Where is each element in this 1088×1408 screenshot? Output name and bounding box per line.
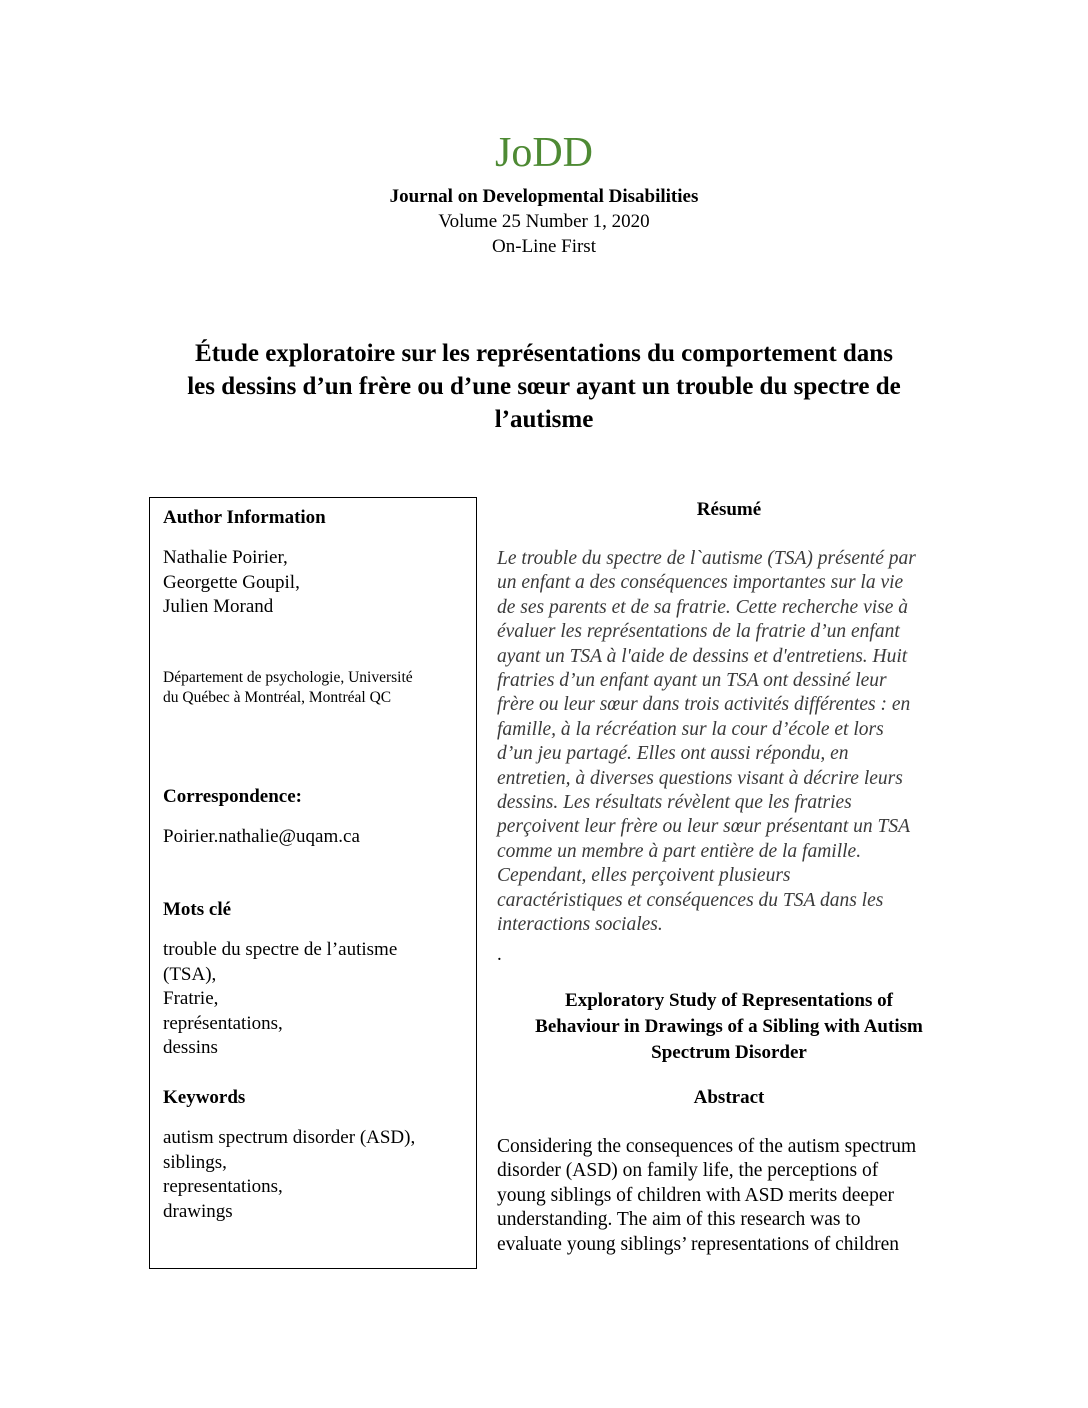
mots-cle-item: trouble du spectre de l’autisme (163, 939, 398, 960)
resume-line: d’un jeu partagé. Elles ont aussi répondu, en (497, 743, 849, 765)
author-name: Julien Morand (163, 596, 274, 617)
mots-cle-item: Fratrie, (163, 988, 219, 1009)
keyword-item: drawings (163, 1200, 233, 1222)
author-name: Georgette Goupil, (163, 571, 300, 593)
article-title-line: Étude exploratoire sur les représentations du comportement dans (195, 340, 893, 367)
resume-line: un enfant a des conséquences importantes sur la vie (497, 572, 904, 594)
affiliation-line: du Québec à Montréal, Montréal QC (163, 689, 392, 706)
journal-status: On-Line First (492, 236, 596, 257)
resume-line: évaluer les représentations de la fratrie d’un enfant (497, 621, 900, 643)
resume-line: Le trouble du spectre de l`autisme (TSA) présenté par (497, 548, 916, 569)
journal-logo: JoDD (494, 130, 593, 176)
resume-line: frère ou leur sœur dans trois activités différentes : en (497, 694, 911, 716)
author-info-heading: Author Information (163, 507, 326, 528)
english-title-line: Exploratory Study of Representations of (565, 990, 893, 1011)
mots-cle-item: dessins (163, 1037, 218, 1058)
resume-text (497, 547, 967, 938)
abstract-line: young siblings of children with ASD merits deeper (497, 1184, 894, 1206)
affiliation (163, 668, 468, 708)
keywords-heading: Keywords (163, 1087, 246, 1108)
author-list (163, 546, 468, 620)
resume-line: de ses parents et de sa fratrie. Cette recherche vise à (497, 596, 909, 618)
mots-cle-item: représentations, (163, 1012, 283, 1034)
author-info-box (149, 497, 477, 1269)
resume-trailing-dot: . (497, 944, 502, 965)
resume-line: perçoivent leur frère ou leur sœur présentant un TSA (497, 816, 911, 838)
english-title-line: Behaviour in Drawings of a Sibling with Autism (535, 1016, 923, 1037)
article-title-line: les dessins d’un frère ou d’une sœur ayant un trouble du spectre de (187, 373, 901, 400)
resume-line: Cependant, elles perçoivent plusieurs (497, 865, 791, 887)
correspondence-heading: Correspondence: (163, 786, 302, 807)
english-title (496, 988, 962, 1066)
resume-line: fratries d’un enfant ayant un TSA ont dessiné leur (497, 670, 887, 692)
mots-cle-heading: Mots clé (163, 899, 232, 920)
keywords-list (163, 1126, 468, 1224)
english-title-line: Spectrum Disorder (651, 1042, 807, 1063)
keyword-item: siblings, (163, 1151, 227, 1173)
resume-line: entretien, à diverses questions visant à décrire leurs (497, 767, 903, 789)
keyword-item: autism spectrum disorder (ASD), (163, 1127, 416, 1148)
affiliation-line: Département de psychologie, Université (163, 669, 413, 686)
abstract-line: understanding. The aim of this research was to (497, 1209, 861, 1231)
abstract-line: disorder (ASD) on family life, the perceptions of (497, 1160, 879, 1182)
abstract-text (497, 1135, 967, 1257)
author-name: Nathalie Poirier, (163, 547, 288, 568)
correspondence-email: Poirier.nathalie@uqam.ca (163, 826, 360, 847)
article-title-line: l’autisme (494, 406, 594, 433)
resume-line: ayant un TSA à l'aide de dessins et d'entretiens. Huit (497, 645, 908, 667)
resume-line: comme un membre à part entière de la famille. (497, 840, 862, 862)
resume-line: caractéristiques et conséquences du TSA dans les (497, 889, 884, 911)
resume-line: famille, à la récréation sur la cour d’école et lors (497, 718, 884, 740)
resume-line: dessins. Les résultats révèlent que les fratries (497, 792, 852, 814)
mots-cle-list (163, 938, 468, 1061)
journal-volume: Volume 25 Number 1, 2020 (438, 211, 650, 232)
article-title (120, 337, 968, 436)
abstract-heading: Abstract (693, 1087, 765, 1108)
resume-heading: Résumé (696, 499, 762, 520)
journal-name: Journal on Developmental Disabilities (389, 186, 699, 207)
resume-line: interactions sociales. (497, 914, 663, 936)
keyword-item: representations, (163, 1176, 283, 1197)
abstract-line: evaluate young siblings’ representations of children (497, 1233, 899, 1255)
abstract-line: Considering the consequences of the autism spectrum (497, 1136, 917, 1157)
mots-cle-item: (TSA), (163, 963, 217, 985)
